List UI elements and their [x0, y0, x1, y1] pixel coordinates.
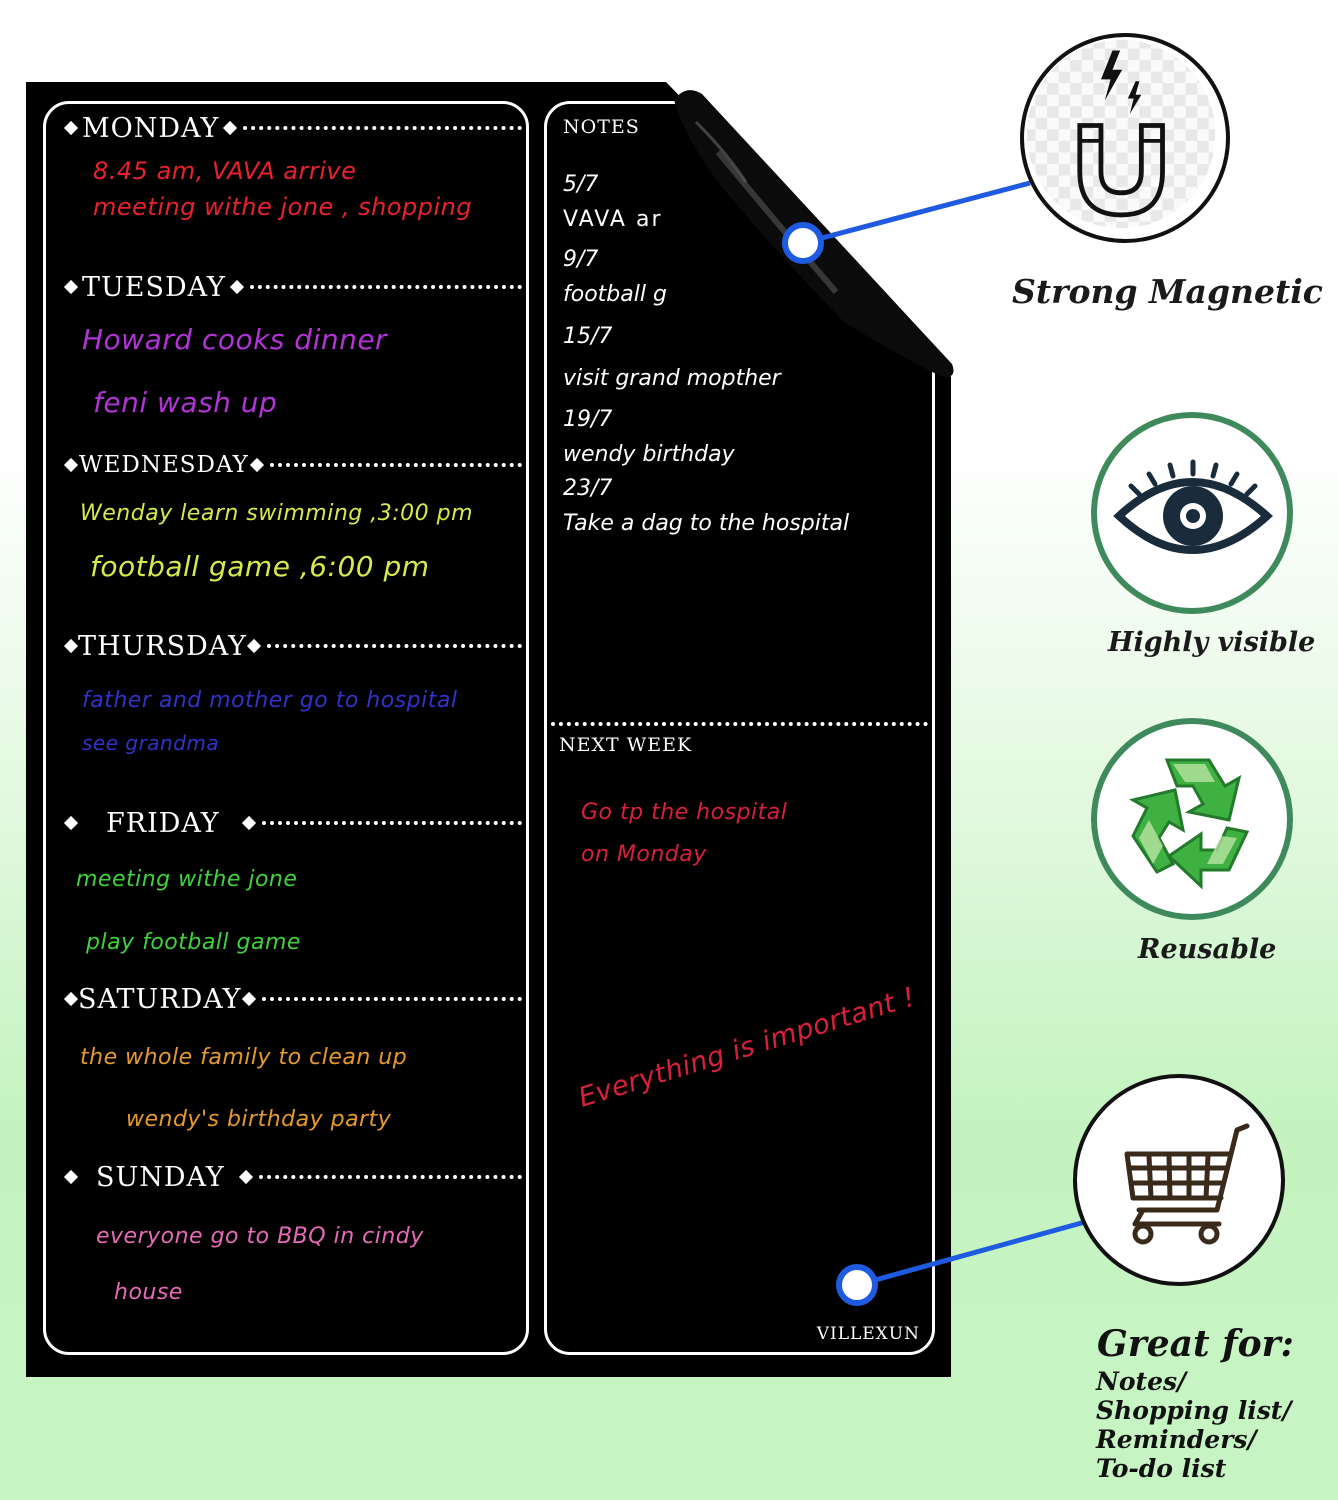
day-header-monday	[66, 111, 522, 145]
dotted-separator	[551, 722, 928, 726]
day-name: THURSDAY	[78, 630, 248, 662]
dotted-rule	[262, 997, 523, 1001]
wednesday-note-2[interactable]: football game ,6:00 pm	[90, 550, 430, 583]
feature-magnet	[1020, 33, 1230, 243]
note-line[interactable]: 23/7	[563, 476, 613, 501]
monday-note-2[interactable]: meeting withe jone , shopping	[93, 193, 473, 221]
dotted-rule	[243, 126, 522, 130]
day-header-sunday	[66, 1160, 522, 1194]
dotted-rule	[262, 821, 522, 825]
diamond-icon	[64, 816, 78, 830]
day-name: FRIDAY	[106, 807, 220, 839]
diamond-icon	[223, 121, 237, 135]
dotted-rule	[270, 463, 522, 467]
friday-note-1[interactable]: meeting withe jone	[76, 867, 298, 892]
day-header-thursday	[66, 629, 522, 663]
monday-note-1[interactable]: 8.45 am, VAVA arrive	[93, 157, 357, 185]
day-name: SUNDAY	[96, 1161, 225, 1193]
magnet-icon	[1024, 37, 1226, 239]
tuesday-note-1[interactable]: Howard cooks dinner	[82, 323, 388, 356]
sunday-note-1[interactable]: everyone go to BBQ in cindy	[96, 1224, 424, 1249]
note-line[interactable]: 19/7	[563, 407, 613, 432]
day-name: MONDAY	[82, 112, 220, 144]
day-header-saturday	[66, 982, 522, 1016]
note-line[interactable]: wendy birthday	[563, 442, 735, 467]
dotted-rule	[267, 644, 522, 648]
diamond-icon	[242, 816, 256, 830]
page-curl	[666, 82, 956, 382]
next-week-title: NEXT WEEK	[559, 734, 693, 756]
diamond-icon	[64, 121, 78, 135]
tuesday-note-2[interactable]: feni wash up	[93, 386, 278, 419]
next-week-note-1[interactable]: Go tp the hospital	[581, 800, 788, 825]
note-line[interactable]: VAVA ar	[563, 207, 663, 232]
feature-great-for	[1073, 1074, 1285, 1286]
diamond-icon	[64, 992, 78, 1006]
diamond-icon	[64, 1170, 78, 1184]
day-name: SATURDAY	[78, 983, 242, 1015]
great-for-line: Notes/	[1096, 1367, 1187, 1396]
next-week-note-2[interactable]: on Monday	[581, 842, 707, 867]
great-for-line: Shopping list/	[1096, 1396, 1292, 1425]
eye-icon	[1097, 418, 1287, 608]
diamond-icon	[64, 458, 78, 472]
dotted-rule	[250, 285, 522, 289]
diamond-icon	[239, 1170, 253, 1184]
thursday-note-1[interactable]: father and mother go to hospital	[82, 688, 458, 713]
friday-note-2[interactable]: play football game	[86, 930, 301, 955]
day-header-wednesday	[66, 448, 522, 482]
day-header-friday	[66, 806, 522, 840]
feature-reusable	[1091, 718, 1293, 920]
recycle-icon	[1097, 724, 1287, 914]
diamond-icon	[250, 458, 264, 472]
day-header-tuesday	[66, 270, 522, 304]
diamond-icon	[247, 639, 261, 653]
diamond-icon	[230, 280, 244, 294]
note-line[interactable]: visit grand mopther	[563, 366, 781, 391]
dotted-rule	[259, 1175, 522, 1179]
brand-logo-text: VILLEXUN	[816, 1324, 920, 1344]
saturday-note-1[interactable]: the whole family to clean up	[80, 1045, 408, 1070]
magnetic-planner-board	[26, 82, 951, 1377]
diamond-icon	[241, 992, 255, 1006]
note-line[interactable]: 15/7	[563, 324, 613, 349]
note-line[interactable]: Take a dag to the hospital	[563, 511, 850, 536]
feature-label-reusable: Reusable	[1138, 934, 1277, 965]
great-for-line: Reminders/	[1096, 1425, 1257, 1454]
important-note[interactable]: Everything is important !	[575, 981, 919, 1114]
wednesday-note-1[interactable]: Wenday learn swimming ,3:00 pm	[80, 501, 474, 526]
weekly-panel	[43, 101, 529, 1355]
note-line[interactable]: 9/7	[563, 247, 599, 272]
diamond-icon	[64, 639, 78, 653]
great-for-line: To-do list	[1096, 1454, 1227, 1483]
saturday-note-2[interactable]: wendy's birthday party	[126, 1107, 392, 1132]
diamond-icon	[64, 280, 78, 294]
feature-label-magnetic: Strong Magnetic	[1012, 272, 1323, 311]
day-name: TUESDAY	[82, 271, 226, 303]
great-for-title: Great for:	[1097, 1323, 1294, 1365]
feature-label-visible: Highly visible	[1108, 627, 1316, 658]
note-line[interactable]: 5/7	[563, 172, 599, 197]
thursday-note-2[interactable]: see grandma	[82, 731, 220, 755]
day-name: WEDNESDAY	[79, 452, 249, 478]
note-line[interactable]: football g	[563, 282, 667, 307]
notes-title: NOTES	[563, 116, 640, 138]
sunday-note-2[interactable]: house	[114, 1280, 183, 1305]
feature-visible	[1091, 412, 1293, 614]
shopping-cart-icon	[1077, 1078, 1281, 1282]
